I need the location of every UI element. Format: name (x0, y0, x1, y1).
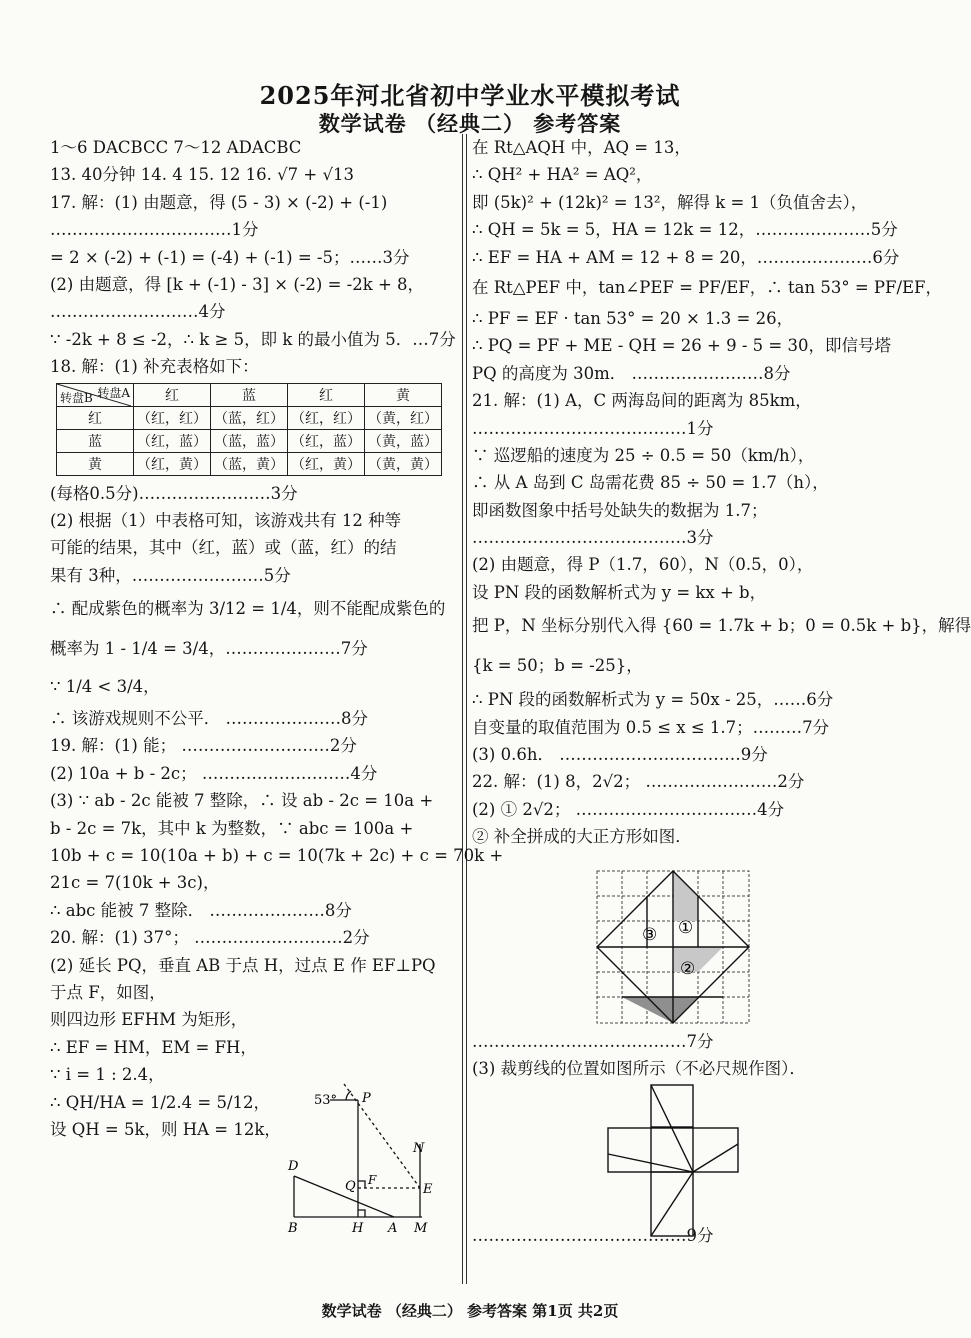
page-subtitle: 数学试卷 （经典二） 参考答案 (318, 111, 622, 136)
page-title: 2025年河北省初中学业水平模拟考试 (259, 81, 681, 110)
left-column (50, 134, 504, 1143)
table-cell: （蓝，蓝） (211, 429, 288, 452)
answer-line: b - 2c = 7k，其中 k 为整数，∵ abc = 100a + (50, 818, 414, 838)
answer-line: 在 Rt△AQH 中，AQ = 13， (472, 138, 691, 157)
answer-line: (2) 根据（1）中表格可知，该游戏共有 12 种等 (50, 510, 402, 530)
table-header-cell: 红 (288, 383, 365, 406)
right-angle-mark (358, 1181, 365, 1188)
point-label: B (288, 1221, 298, 1236)
answer-line: (3) 裁剪线的位置如图所示（不必尺规作图）． (472, 1059, 806, 1079)
table-cell: （红，红） (134, 406, 211, 429)
region-1-fill (673, 871, 698, 921)
answer-line: 21c = 7(10k + 3c)， (50, 873, 220, 893)
column-divider (462, 134, 463, 1284)
answer-line: ∴ QH² + HA² = AQ²， (472, 165, 653, 185)
region-label: ① (678, 918, 694, 938)
answer-line: 20. 解：(1) 37°； ………………………2分 (50, 928, 370, 948)
answer-line: (3) 0.6h． ……………………………9分 (472, 745, 768, 765)
answer-line: = 2 × (-2) + (-1) = (-4) + (-1) = -5；……3分 (50, 247, 410, 267)
table-row (57, 452, 442, 475)
answer-line: 13. 40分钟 14. 4 15. 12 16. √7 + √13 (50, 165, 355, 185)
angle-label: 53° (314, 1093, 338, 1108)
table-header-cell: 蓝 (211, 383, 288, 406)
answer-line: PQ 的高度为 30m． ……………………8分 (472, 363, 791, 383)
column-divider (466, 134, 467, 1284)
row-label: 黄 (57, 452, 134, 475)
table-cell: （蓝，红） (211, 406, 288, 429)
figure-22-square (596, 870, 750, 1025)
answer-line: 17. 解：(1) 由题意，得 (5 - 3) × (-2) + (-1) (50, 192, 388, 212)
region-label: ② (680, 959, 696, 979)
table-cell: （红，蓝） (134, 429, 211, 452)
point-label: H (352, 1221, 364, 1236)
point-label: P (362, 1091, 371, 1106)
right-angle-mark (358, 1210, 365, 1217)
point-label: N (413, 1141, 425, 1156)
answer-line: ∴ PN 段的函数解析式为 y = 50x - 25，……6分 (472, 690, 834, 710)
answer-line: …………………………………3分 (472, 528, 714, 548)
answer-line: ∵ 1/4 < 3/4， (50, 677, 160, 697)
table-cell: （红，黄） (288, 452, 365, 475)
answer-line: ∴ PQ = PF + ME - QH = 26 + 9 - 5 = 30，即信号塔 (472, 336, 891, 356)
figure-20-diagram (282, 1080, 442, 1235)
table-row (57, 406, 442, 429)
slope-line (294, 1176, 394, 1217)
answer-line: 设 QH = 5k，则 HA = 12k， (50, 1119, 281, 1139)
table-row (57, 429, 442, 452)
answer-line: (2) 延长 PQ，垂直 AB 于点 H，过点 E 作 EF⊥PQ (50, 955, 436, 975)
answer-line: 即 (5k)² + (12k)² = 13²，解得 k = 1（负值舍去）， (472, 192, 868, 212)
answer-line: …………………………………1分 (472, 418, 714, 438)
answer-line: 10b + c = 10(10a + b) + c = 10(7k + 2c) + c = 70k + (50, 846, 504, 866)
answer-line: (3) ∵ ab - 2c 能被 7 整除，∴ 设 ab - 2c = 10a + (50, 791, 434, 811)
table-cell: （黄，蓝） (365, 429, 442, 452)
table-corner-top: 转盘A (97, 385, 130, 400)
answer-line: (每格0.5分)……………………3分 (50, 483, 298, 503)
row-label: 红 (57, 406, 134, 429)
outcome-table (56, 383, 442, 476)
answer-line: ∴ QH = 5k = 5，HA = 12k = 12，…………………5分 (472, 220, 898, 240)
answer-line: 可能的结果，其中（红，蓝）或（蓝，红）的结 (50, 538, 397, 558)
answer-line: (2) 由题意，得 P（1.7，60），N（0.5，0）， (472, 555, 814, 575)
right-column-tail (472, 1028, 884, 1083)
point-label: A (388, 1221, 398, 1236)
table-cell: （红，黄） (134, 452, 211, 475)
answer-line: ∴ abc 能被 7 整除． …………………8分 (50, 900, 352, 920)
answer-line: ∴ 配成紫色的概率为 3/12 = 1/4，则不能配成紫色的 (50, 599, 446, 619)
table-cell: （红，蓝） (288, 429, 365, 452)
point-label: D (288, 1159, 299, 1174)
page-footer: 数学试卷 （经典二） 参考答案 第1页 共2页 (321, 1302, 619, 1320)
answer-line: (2) 10a + b - 2c； ………………………4分 (50, 763, 378, 783)
answer-line: ∵ -2k + 8 ≤ -2，∴ k ≥ 5，即 k 的最小值为 5．…7分 (50, 329, 456, 349)
table-header-cell: 黄 (365, 383, 442, 406)
answer-line: 21. 解：(1) A，C 两海岛间的距离为 85km， (472, 391, 812, 411)
answer-line: 设 PN 段的函数解析式为 y = kx + b， (472, 582, 767, 602)
answer-line: …………………………………7分 (472, 1032, 714, 1051)
table-cell: （蓝，黄） (211, 452, 288, 475)
right-column (472, 134, 971, 851)
answer-line: 1～6 DACBCC 7～12 ADACBC (50, 138, 302, 157)
answer-line: ∴ QH/HA = 1/2.4 = 5/12， (50, 1092, 271, 1112)
answer-line: (2) ① 2√2； ……………………………4分 (472, 799, 785, 819)
answer-line: 则四边形 EFHM 为矩形， (50, 1010, 248, 1030)
answer-line: 在 Rt△PEF 中，tan∠PEF = PF/EF，∴ tan 53° = PF/EF， (472, 277, 943, 297)
answer-line: ② 补全拼成的大正方形如图． (472, 827, 692, 847)
answer-line: 果有 3种，……………………5分 (50, 565, 291, 585)
figure-22-cut-net (607, 1084, 739, 1238)
answer-line: 于点 F，如图， (50, 982, 166, 1002)
table-header-cell: 红 (134, 383, 211, 406)
table-cell: （黄，红） (365, 406, 442, 429)
answer-line: ∵ 巡逻船的速度为 25 ÷ 0.5 = 50（km/h）， (472, 445, 815, 465)
answer-line: 19. 解：(1) 能； ………………………2分 (50, 736, 357, 756)
answer-line: ……………………………1分 (50, 220, 259, 240)
answer-line: 即函数图象中括号处缺失的数据为 1.7； (472, 500, 768, 520)
answer-line: ∴ PF = EF · tan 53° = 20 × 1.3 = 26， (472, 308, 794, 328)
answer-line: ∵ i = 1 : 2.4， (50, 1065, 165, 1085)
row-label: 蓝 (57, 429, 134, 452)
right-column-end (472, 1222, 884, 1249)
point-label: F (368, 1173, 377, 1187)
answer-line: ∴ EF = HM，EM = FH， (50, 1037, 257, 1057)
answer-line: …………………………………9分 (472, 1226, 714, 1245)
answer-line: ………………………4分 (50, 302, 226, 322)
answer-line: 把 P，N 坐标分别代入得 {60 = 1.7k + b；0 = 0.5k + b}，解得 (472, 616, 971, 636)
table-corner (57, 383, 134, 406)
table-corner-bottom: 转盘B (60, 390, 93, 405)
cut-line (693, 1144, 738, 1172)
answer-line: 18. 解：(1) 补充表格如下： (50, 357, 259, 377)
answer-line: 自变量的取值范围为 0.5 ≤ x ≤ 1.7；………7分 (472, 717, 830, 737)
region-label: ③ (642, 925, 658, 945)
answer-line: ∴ EF = HA + AM = 12 + 8 = 20，…………………6分 (472, 247, 900, 267)
answer-line: ∴ 从 A 岛到 C 岛需花费 85 ÷ 50 = 1.7（h）， (472, 473, 829, 493)
table-cell: （黄，黄） (365, 452, 442, 475)
point-label: Q (345, 1179, 356, 1194)
point-label: E (423, 1182, 433, 1197)
answer-line: 22. 解：(1) 8，2√2； ……………………2分 (472, 772, 805, 792)
angle-arc (346, 1091, 351, 1100)
table-cell: （红，红） (288, 406, 365, 429)
answer-line: (2) 由题意，得 [k + (-1) - 3] × (-2) = -2k + 8， (50, 274, 425, 294)
answer-line: 概率为 1 - 1/4 = 3/4，…………………7分 (50, 639, 368, 659)
answer-line: ∴ 该游戏规则不公平． …………………8分 (50, 709, 368, 729)
answer-line: {k = 50；b = -25}， (472, 656, 643, 676)
point-label: M (414, 1221, 428, 1236)
